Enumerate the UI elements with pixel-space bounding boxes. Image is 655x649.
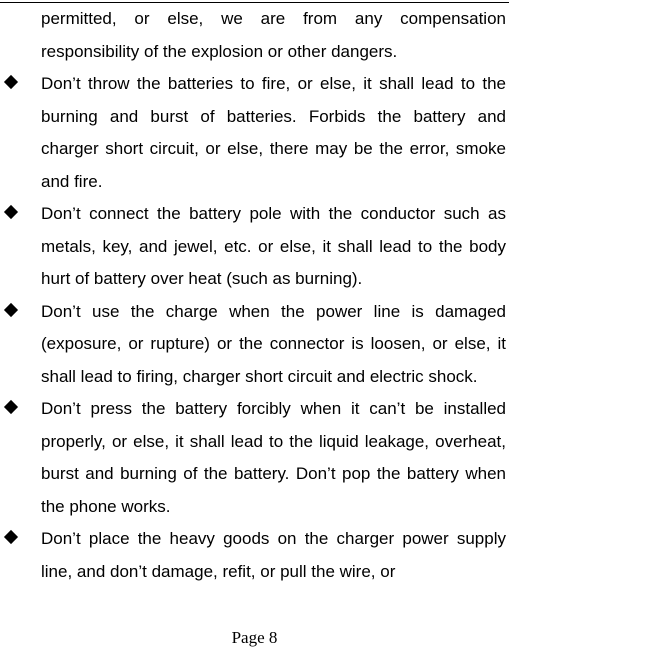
bullet-text: Don’t press the battery forcibly when it can’t be installed properly, or else, it shall lead to the liquid leakage, overheat, burst and burning of the battery. Don’t pop the battery when the phone works. [41, 399, 506, 516]
diamond-bullet-icon [4, 302, 18, 316]
diamond-bullet-icon [4, 530, 18, 544]
bullet-item-power-line [0, 296, 655, 394]
document-body [0, 3, 655, 588]
page-number: Page 8 [231, 628, 278, 647]
paragraph-continuation [0, 3, 655, 68]
bullet-text: Don’t connect the battery pole with the conductor such as metals, key, and jewel, etc. or else, it shall lead to the body hurt of battery over heat (such as burning). [41, 204, 506, 288]
bullet-item-conductor [0, 198, 655, 296]
paragraph-text: permitted, or else, we are from any compensation responsibility of the explosion or other dangers. [41, 9, 506, 61]
bullet-text: Don’t throw the batteries to fire, or else, it shall lead to the burning and burst of batteries. Forbids the battery and charger short circuit, or else, there may be the error, smoke and fire. [41, 74, 506, 191]
bullet-item-heavy-goods [0, 523, 655, 588]
diamond-bullet-icon [4, 205, 18, 219]
bullet-text: Don’t place the heavy goods on the charger power supply line, and don’t damage, refit, or pull the wire, or [41, 529, 506, 581]
bullet-text: Don’t use the charge when the power line is damaged (exposure, or rupture) or the connector is loosen, or else, it shall lead to firing, charger short circuit and electric shock. [41, 301, 506, 386]
diamond-bullet-icon [4, 400, 18, 414]
diamond-bullet-icon [4, 75, 18, 89]
bullet-item-press-battery [0, 393, 655, 523]
bullet-item-fire [0, 68, 655, 198]
